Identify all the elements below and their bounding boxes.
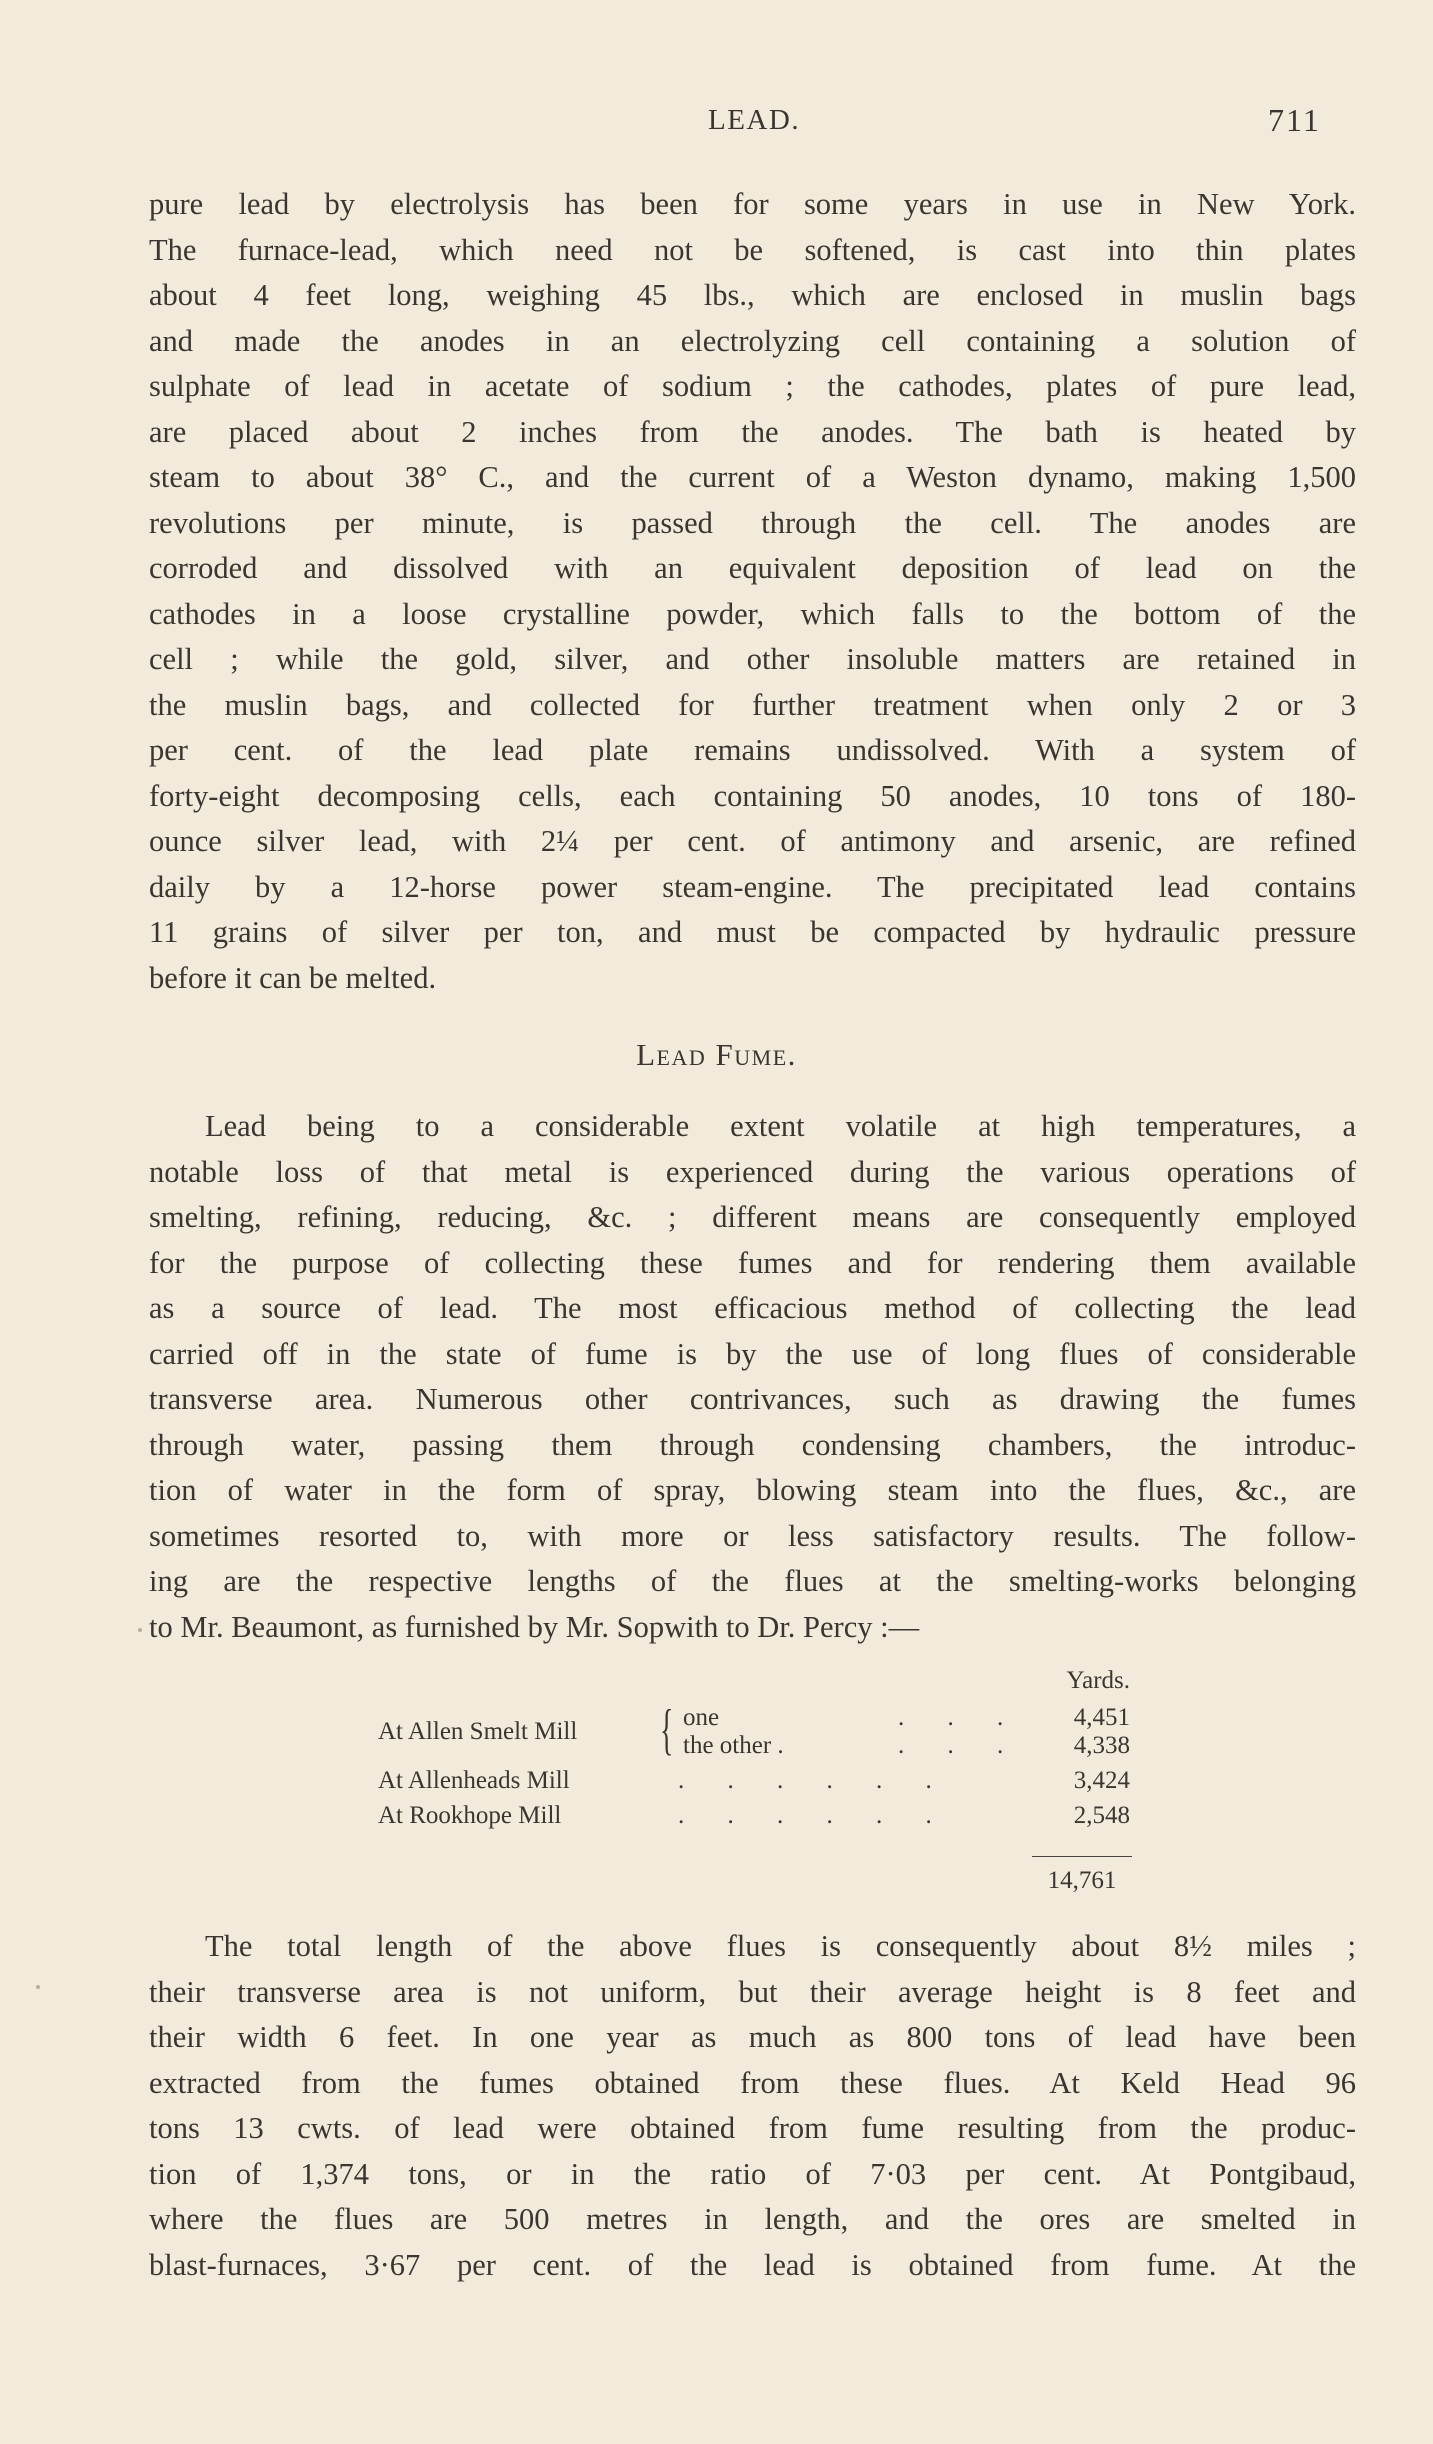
text-line: cathodes in a loose crystalline powder, which falls to the bottom of the [149,596,1356,631]
text-line: carried off in the state of fume is by the use of long flues of considerable [149,1336,1356,1371]
text-line: The total length of the above flues is consequently about 8½ miles ; [205,1929,1356,1963]
text-line: are placed about 2 inches from the anodes. The bath is heated by [149,414,1356,449]
text-line: tion of 1,374 tons, or in the ratio of 7·03 per cent. At Pontgibaud, [149,2156,1356,2191]
sub-label-one: one [683,1704,720,1731]
leader-dots: . . . . . . [678,1767,934,1794]
text-line: smelting, refining, reducing, &c. ; different means are consequently employed [149,1200,1356,1234]
text-line: their width 6 feet. In one year as much as 800 tons of lead have been [149,2020,1356,2054]
text-line: notable loss of that metal is experienced during the various operations of [149,1154,1356,1189]
value-allen-other: 4,338 [1073,1732,1130,1759]
text-line: per cent. of the lead plate remains undissolved. With a system of [149,733,1356,767]
paragraph-electrolysis [149,182,1356,1001]
text-line: steam to about 38° C., and the current of a Weston dynamo, making 1,500 [149,460,1356,494]
paper-speck [138,1628,142,1632]
paragraph-flue-results [149,1924,1356,2288]
text-line: pure lead by electrolysis has been for some years in use in New York. [149,187,1356,221]
leader-dots: . . . [898,1732,1006,1759]
section-heading-lead-fume: Lead Fume. [636,1037,797,1072]
brace-glyph: { [660,1699,674,1761]
text-line: 11 grains of silver per ton, and must be compacted by hydraulic pressure [149,915,1356,949]
text-line: ounce silver lead, with 2¼ per cent. of antimony and arsenic, are refined [149,824,1356,858]
text-line: revolutions per minute, is passed through the cell. The anodes are [149,505,1356,540]
text-line: tons 13 cwts. of lead were obtained from fume resulting from the produc- [149,2111,1356,2145]
row-label-allenheads-mill: At Allenheads Mill [378,1767,570,1794]
running-title: LEAD. [708,104,801,136]
text-line: ing are the respective lengths of the flues at the smelting-works belonging [149,1564,1356,1598]
text-line: sulphate of lead in acetate of sodium ; the cathodes, plates of pure lead, [149,369,1356,403]
text-line: to Mr. Beaumont, as furnished by Mr. Sopwith to Dr. Percy :— [149,1609,920,1644]
text-line: through water, passing them through condensing chambers, the introduc- [149,1427,1356,1462]
text-line: about 4 feet long, weighing 45 lbs., which are enclosed in muslin bags [149,278,1356,312]
row-label-allen-smelt-mill: At Allen Smelt Mill [378,1718,578,1745]
text-line: Lead being to a considerable extent volatile at high temperatures, a [205,1109,1356,1143]
total-yards: 14,761 [1047,1867,1117,1894]
flue-lengths-table [378,1667,1138,1907]
text-line: before it can be melted. [149,960,437,995]
text-line: forty-eight decomposing cells, each containing 50 anodes, 10 tons of 180- [149,778,1356,813]
sum-rule [1032,1856,1132,1857]
paragraph-lead-fume [149,1104,1356,1650]
text-line: where the flues are 500 metres in length, and the ores are smelted in [149,2202,1356,2236]
text-line: extracted from the fumes obtained from these flues. At Keld Head 96 [149,2065,1356,2100]
text-line: cell ; while the gold, silver, and other insoluble matters are retained in [149,642,1356,676]
leader-dots: . . . . . . [678,1802,934,1829]
text-line: blast-furnaces, 3·67 per cent. of the lead is obtained from fume. At the [149,2247,1356,2282]
text-line: the muslin bags, and collected for further treatment when only 2 or 3 [149,687,1356,722]
text-line: their transverse area is not uniform, but their average height is 8 feet and [149,1974,1356,2009]
text-line: for the purpose of collecting these fumes and for rendering them available [149,1245,1356,1280]
text-line: tion of water in the form of spray, blowing steam into the flues, &c., are [149,1473,1356,1507]
text-line: as a source of lead. The most efficacious method of collecting the lead [149,1291,1356,1325]
value-rookhope: 2,548 [1073,1802,1130,1829]
sub-label-the-other: the other . [683,1732,784,1759]
row-label-rookhope-mill: At Rookhope Mill [378,1802,562,1829]
text-line: daily by a 12-horse power steam-engine. The precipitated lead contains [149,869,1356,904]
text-line: and made the anodes in an electrolyzing cell containing a solution of [149,323,1356,358]
value-allen-one: 4,451 [1073,1704,1130,1731]
page-number: 711 [1268,102,1321,138]
text-line: The furnace-lead, which need not be softened, is cast into thin plates [149,232,1356,267]
units-header: Yards. [1066,1667,1130,1694]
running-head [0,104,1433,144]
paper-speck [36,1985,40,1989]
text-line: corroded and dissolved with an equivalent deposition of lead on the [149,551,1356,585]
text-line: sometimes resorted to, with more or less satisfactory results. The follow- [149,1518,1356,1553]
value-allenheads: 3,424 [1073,1767,1130,1794]
text-line: transverse area. Numerous other contrivances, such as drawing the fumes [149,1382,1356,1416]
leader-dots: . . . [898,1704,1006,1731]
